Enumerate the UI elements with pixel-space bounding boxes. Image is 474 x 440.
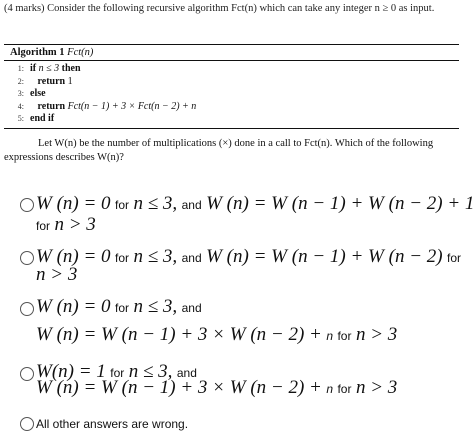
radio-button[interactable]	[20, 302, 34, 316]
algorithm-line	[4, 63, 459, 76]
line-text: 1	[67, 75, 73, 87]
algorithm-title-name: Fct(n)	[67, 47, 94, 58]
question-block	[4, 2, 470, 16]
option-label: All other answers are wrong.	[36, 417, 189, 431]
algorithm-body	[4, 61, 459, 128]
option-word: and	[181, 198, 202, 212]
math-expression: n ≤ 3,	[128, 361, 173, 382]
algorithm-line	[4, 113, 459, 126]
math-expression: W (n) = W (n − 1) + W (n − 2)	[206, 246, 443, 267]
option-word: for	[115, 251, 130, 265]
keyword: end if	[30, 113, 55, 124]
option-line-2	[36, 324, 397, 346]
keyword: if	[30, 63, 37, 74]
math-expression: n ≤ 3,	[133, 193, 178, 214]
math-expression: n > 3	[36, 264, 78, 285]
math-expression: W(n) = 1	[36, 361, 106, 382]
algorithm-bottom-rule	[4, 128, 459, 129]
option-word: and	[181, 251, 202, 265]
math-expression: n ≤ 3,	[133, 246, 178, 267]
math-expression: n > 3	[54, 214, 96, 235]
math-expression: W (n) = 0	[36, 193, 111, 214]
question-intro: (4 marks) Consider the following recursive algorithm Fct(n) which can take any integer n ≥ 0 as input.	[4, 3, 435, 14]
math-expression: n > 3	[355, 377, 398, 398]
answer-option-2[interactable]	[20, 246, 470, 286]
keyword: return	[37, 100, 66, 112]
algorithm-box	[4, 44, 459, 129]
math-expression: W (n) = 0	[36, 296, 111, 317]
algorithm-line	[4, 88, 459, 101]
line-number: 2:	[17, 76, 24, 86]
line-number: 4:	[17, 101, 24, 111]
math-expression: n > 3	[355, 324, 398, 345]
radio-button[interactable]	[20, 417, 34, 431]
line-number: 1:	[17, 64, 24, 73]
option-line-2	[36, 214, 96, 236]
option-word: for	[115, 198, 130, 212]
answer-option-4[interactable]	[20, 361, 470, 400]
keyword: return	[37, 75, 66, 87]
option-word: for	[110, 366, 125, 380]
option-word: and	[176, 366, 197, 380]
radio-button[interactable]	[20, 367, 34, 381]
keyword: else	[30, 88, 46, 99]
algorithm-line	[4, 76, 459, 89]
math-variable: n	[326, 382, 334, 396]
radio-button[interactable]	[20, 198, 34, 212]
option-word: for	[337, 329, 352, 343]
line-text: n ≤ 3	[38, 63, 60, 74]
line-text: Fct(n − 1) + 3 × Fct(n − 2) + n	[67, 100, 197, 112]
option-line-2	[36, 264, 77, 286]
option-line-2	[36, 377, 397, 399]
math-variable: n	[326, 329, 334, 343]
math-expression: n ≤ 3,	[133, 296, 178, 317]
option-word: and	[181, 301, 202, 315]
line-number: 3:	[17, 89, 24, 98]
option-line-1	[36, 246, 461, 268]
math-expression: W (n) = 0	[36, 246, 111, 267]
algorithm-line	[4, 101, 459, 114]
option-word: for	[115, 301, 130, 315]
answer-option-5[interactable]	[20, 416, 470, 434]
option-line-1	[36, 296, 202, 318]
option-word: for	[337, 382, 352, 396]
math-expression: W (n) = W (n − 1) + 3 × W (n − 2) +	[36, 377, 322, 398]
algorithm-title	[4, 45, 459, 60]
math-expression: W (n) = W (n − 1) + 3 × W (n − 2) +	[36, 324, 322, 345]
radio-button[interactable]	[20, 251, 34, 265]
answer-option-1[interactable]	[20, 193, 474, 235]
option-word: for	[36, 219, 51, 233]
answer-option-3[interactable]	[20, 296, 470, 346]
algorithm-title-bold: Algorithm 1	[10, 47, 65, 58]
keyword: then	[61, 63, 81, 74]
option-word: for	[447, 251, 462, 265]
line-number: 5:	[17, 114, 24, 123]
question-prompt: Let W(n) be the number of multiplications (×) done in a call to Fct(n). Which of the following expressions describes W(n)?	[4, 138, 434, 163]
math-expression: W (n) = W (n − 1) + W (n − 2) + 1	[206, 193, 474, 214]
option-line-1	[36, 193, 474, 215]
